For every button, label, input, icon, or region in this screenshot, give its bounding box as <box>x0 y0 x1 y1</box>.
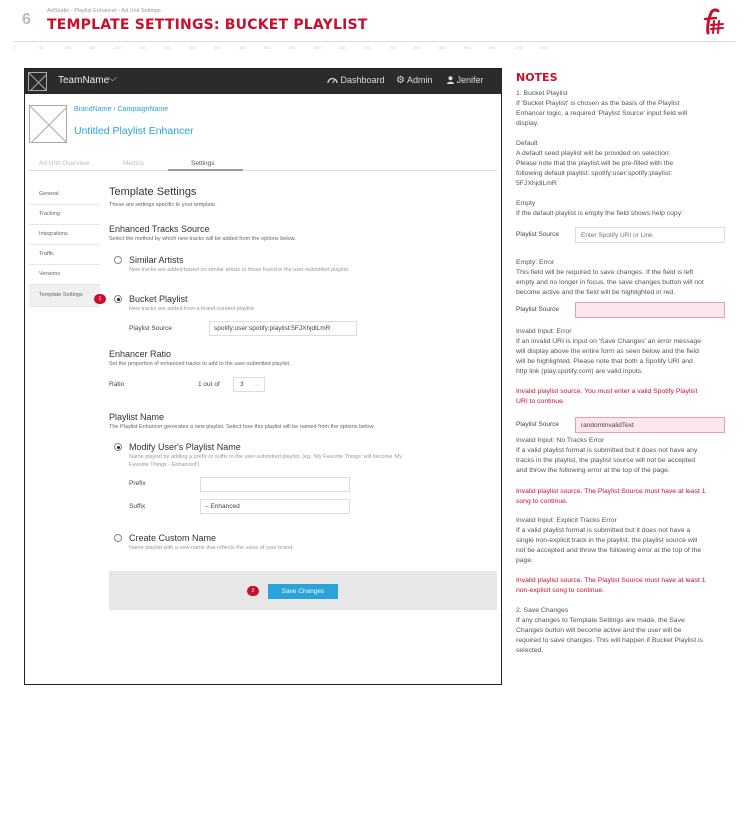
note-line: become active and the field will be highlighted in red. <box>516 289 676 296</box>
note-line: This field will be required to save changes. If the field is left <box>516 269 694 276</box>
sidebar-item-tracking[interactable]: Tracking <box>29 205 100 225</box>
note-line: will display above the entire form as seen below and the field <box>516 348 699 355</box>
ruler-tick: 1000 <box>514 45 523 50</box>
playlist-name-desc: The Playlist Enhancer generates a new playlist. Select how this playlist will be named from the options below. <box>109 424 375 430</box>
save-changes-button[interactable]: Save Changes <box>268 584 338 599</box>
note-line: If the default playlist is empty the field shows help copy: <box>516 210 683 217</box>
settings-heading: Template Settings <box>109 186 197 198</box>
ruler-tick: 350 <box>189 45 196 50</box>
sidebar-item-traffic[interactable]: Traffic <box>29 245 100 265</box>
ruler-tick: 450 <box>239 45 246 50</box>
ruler-tick: 400 <box>214 45 221 50</box>
brand-breadcrumb[interactable]: BrandName › CampaignName <box>74 106 169 113</box>
brand-logo-icon <box>702 8 726 36</box>
app-logo-placeholder[interactable] <box>28 72 47 91</box>
note-line: If 'Bucket Playlist' is chosen as the basis of the Playlist <box>516 100 680 107</box>
prefix-input[interactable] <box>200 477 350 492</box>
note-line: Enhancer logic, a required 'Playlist Source' input field will <box>516 110 688 117</box>
note-line: 5FJXhjdlLmR <box>516 180 557 187</box>
team-chevron-down-icon[interactable]: ﹀ <box>108 77 118 87</box>
note-line: Empty: Error <box>516 259 555 266</box>
ruler-tick: 200 <box>114 45 121 50</box>
tabs-divider <box>29 170 497 171</box>
note-line: Changes button will become active and the user will be <box>516 627 682 634</box>
tab-ad-unit-overview[interactable]: Ad Unit Overview <box>39 160 90 167</box>
note-line: required to save changes. This will happen if Bucket Playlist is <box>516 637 703 644</box>
note-line: If an invalid URI is input on 'Save Changes' an error message <box>516 338 702 345</box>
brand-image-placeholder <box>29 105 67 143</box>
team-name[interactable]: TeamName <box>58 75 110 86</box>
ruler-tick: 550 <box>289 45 296 50</box>
top-navbar <box>25 69 501 94</box>
note-line: and throw the following error at the top of the page. <box>516 467 670 474</box>
enhancer-ratio-heading: Enhancer Ratio <box>109 349 172 359</box>
radio-modify-name[interactable] <box>114 443 122 451</box>
ratio-label: Ratio <box>109 381 125 388</box>
suffix-label: Suffix <box>129 503 146 510</box>
error-message-invalid-uri <box>516 387 728 407</box>
note-line: will be highlighted. Please note that both a Spotify URI and <box>516 358 693 365</box>
radio-similar-artists[interactable] <box>114 256 122 264</box>
enhancer-ratio-desc: Set the proportion of enhanced tracks to add to the user-submitted playlist. <box>109 361 291 367</box>
nav-user-label: Jenifer <box>456 75 484 85</box>
tab-settings[interactable]: Settings <box>191 160 215 167</box>
enhancer-title: Untitled Playlist Enhancer <box>74 125 194 137</box>
nav-admin-label: Admin <box>406 75 433 85</box>
note-line: following default playlist: spotify:user:spotify:playlist: <box>516 170 673 177</box>
note-line: not be accepted and throw the following error at the top of the <box>516 547 702 554</box>
error-message-no-tracks <box>516 487 728 507</box>
ruler-tick: 900 <box>464 45 471 50</box>
note-line: Invalid playlist source. The Playlist Source must have at least 1 <box>516 577 706 584</box>
modify-name-label: Modify User's Playlist Name <box>129 442 241 452</box>
note-line: 2. Save Changes <box>516 607 569 614</box>
note-line: Please note that the playlist will be pre-filled with the <box>516 160 674 167</box>
bucket-playlist-desc: New tracks are added from a brand-curated playlist. <box>129 306 256 312</box>
radio-custom-name[interactable] <box>114 534 122 542</box>
note-line: URI to continue. <box>516 398 565 405</box>
similar-artists-label: Similar Artists <box>129 255 184 265</box>
tracks-source-heading: Enhanced Tracks Source <box>109 224 210 234</box>
playlist-name-heading: Playlist Name <box>109 412 165 422</box>
radio-bucket-playlist[interactable] <box>114 295 122 303</box>
note-line: Default <box>516 140 538 147</box>
notes-title: NOTES <box>516 71 558 84</box>
note-line: single non-explicit track in the playlist, the playlist source will <box>516 537 698 544</box>
note-line: If a valid playlist format is submitted but it does not have a <box>516 527 691 534</box>
note-line: empty and no longer in focus, the save changes button will not <box>516 279 704 286</box>
note-save-changes <box>516 606 728 656</box>
note-empty-error <box>516 258 728 298</box>
note-line: http link (play.spotify.com) are valid inputs. <box>516 368 644 375</box>
error-message-explicit <box>516 576 728 596</box>
note-line: Invalid Input: Explicit Tracks Error <box>516 517 617 524</box>
playlist-source-label: Playlist Source <box>129 325 172 332</box>
annotation-marker-2: 2 <box>247 586 259 596</box>
ruler-tick: 800 <box>414 45 421 50</box>
note-explicit-tracks <box>516 516 728 566</box>
note-default <box>516 139 728 189</box>
note-line: Invalid playlist source. The Playlist Source must have at least 1 <box>516 488 706 495</box>
annotation-marker-1: 1 <box>94 294 106 304</box>
modify-name-desc-2: Favorite Things - Enhanced') <box>129 462 200 468</box>
note-line: Empty <box>516 200 536 207</box>
tab-metrics[interactable]: Metrics <box>123 160 144 167</box>
note-line: Invalid Input: Error <box>516 328 572 335</box>
ruler-tick: 750 <box>389 45 396 50</box>
modify-name-desc-1: Name playlist by adding a prefix or suffix to the user-submitted playlist. (eg. 'My Favorite Things' will become 'My <box>129 454 403 460</box>
nav-user[interactable] <box>447 75 484 85</box>
note-no-tracks <box>516 436 728 476</box>
note-invalid-input <box>516 327 728 377</box>
note-line: Invalid Input: No Tracks Error <box>516 437 605 444</box>
ruler-tick: 600 <box>314 45 321 50</box>
doc-breadcrumb: AdStudio - Playlist Enhancer - Ad Unit Settings <box>47 8 161 14</box>
custom-name-desc: Name playlist with a new name that reflects the voice of your brand. <box>129 545 294 551</box>
ruler-tick: 650 <box>339 45 346 50</box>
note-line: tracks in the playlist, the playlist source will not be accepted <box>516 457 696 464</box>
example-playlist-source-empty[interactable] <box>575 227 725 243</box>
ruler-tick: 250 <box>139 45 146 50</box>
ruler-tick: 950 <box>489 45 496 50</box>
note-line: song to continue. <box>516 498 568 505</box>
note-line: If a valid playlist format is submitted but it does not have any <box>516 447 698 454</box>
prefix-label: Prefix <box>129 480 146 487</box>
note-line: A default seed playlist will be provided on selection: <box>516 150 671 157</box>
suffix-input[interactable]: – Enhanced <box>200 499 350 514</box>
note-line: display. <box>516 120 539 127</box>
note-line: Invalid playlist source. You must enter a valid Spotify Playlist <box>516 388 698 395</box>
note-line: non-explicit song to continue. <box>516 587 605 594</box>
ratio-value: 3 <box>240 381 244 388</box>
ruler-tick: 500 <box>264 45 271 50</box>
active-tab-indicator <box>168 169 243 171</box>
ruler-tick: 1050 <box>539 45 548 50</box>
note-line: If any changes to Template Settings are made, the Save <box>516 617 685 624</box>
tracks-source-desc: Select the method by which new tracks will be added from the options below. <box>109 236 296 242</box>
sidebar-item-general[interactable]: General <box>29 185 100 205</box>
note-line: selected. <box>516 647 544 654</box>
custom-name-label: Create Custom Name <box>129 533 217 543</box>
note-line: 1. Bucket Playlist <box>516 90 568 97</box>
example-playlist-source-error[interactable] <box>575 302 725 318</box>
sidebar-item-versions[interactable]: Versions <box>29 265 100 285</box>
note-empty <box>516 199 728 219</box>
ruler-tick: 150 <box>89 45 96 50</box>
sidebar-item-integrations[interactable]: Integrations <box>29 225 100 245</box>
example-playlist-source-label-3: Playlist Source <box>516 421 559 428</box>
example-playlist-source-invalid[interactable]: randomInvalidText <box>575 417 725 433</box>
ruler-tick: 700 <box>364 45 371 50</box>
pixel-ruler <box>14 45 614 51</box>
header-divider <box>14 41 736 42</box>
ruler-tick: 50 <box>39 45 44 50</box>
ratio-one-out-of: 1 out of <box>198 381 220 388</box>
settings-subheading: These are settings specific to your template. <box>109 202 217 208</box>
example-playlist-source-label-2: Playlist Source <box>516 306 559 313</box>
ratio-select[interactable] <box>233 377 265 392</box>
nav-dashboard[interactable] <box>327 75 385 85</box>
similar-artists-desc: New tracks are added based on similar artists to those found in the user-submitted playlist. <box>129 267 350 273</box>
user-icon <box>447 75 457 85</box>
playlist-source-input[interactable]: spotify:user:spotify:playlist:5FJXhjdlLmR <box>209 321 357 336</box>
gear-icon: ⚙ <box>396 75 405 86</box>
ruler-tick: 300 <box>164 45 171 50</box>
page-title: TEMPLATE SETTINGS: BUCKET PLAYLIST <box>47 17 368 33</box>
nav-dashboard-label: Dashboard <box>340 75 385 85</box>
chevron-down-icon: ⌵ <box>255 382 259 388</box>
nav-admin[interactable] <box>396 75 433 86</box>
note-line: page. <box>516 557 534 564</box>
example-playlist-source-label-1: Playlist Source <box>516 231 559 238</box>
ruler-tick: 0 <box>14 45 17 50</box>
speedometer-icon <box>327 75 341 85</box>
ruler-tick: 850 <box>439 45 446 50</box>
app-mockup-frame <box>24 68 502 685</box>
page-number: 6 <box>22 11 31 28</box>
note-bucket-playlist <box>516 89 728 129</box>
sidebar-item-template-settings[interactable]: Template Settings <box>29 285 100 307</box>
ruler-tick: 100 <box>64 45 71 50</box>
bucket-playlist-label: Bucket Playlist <box>129 294 188 304</box>
